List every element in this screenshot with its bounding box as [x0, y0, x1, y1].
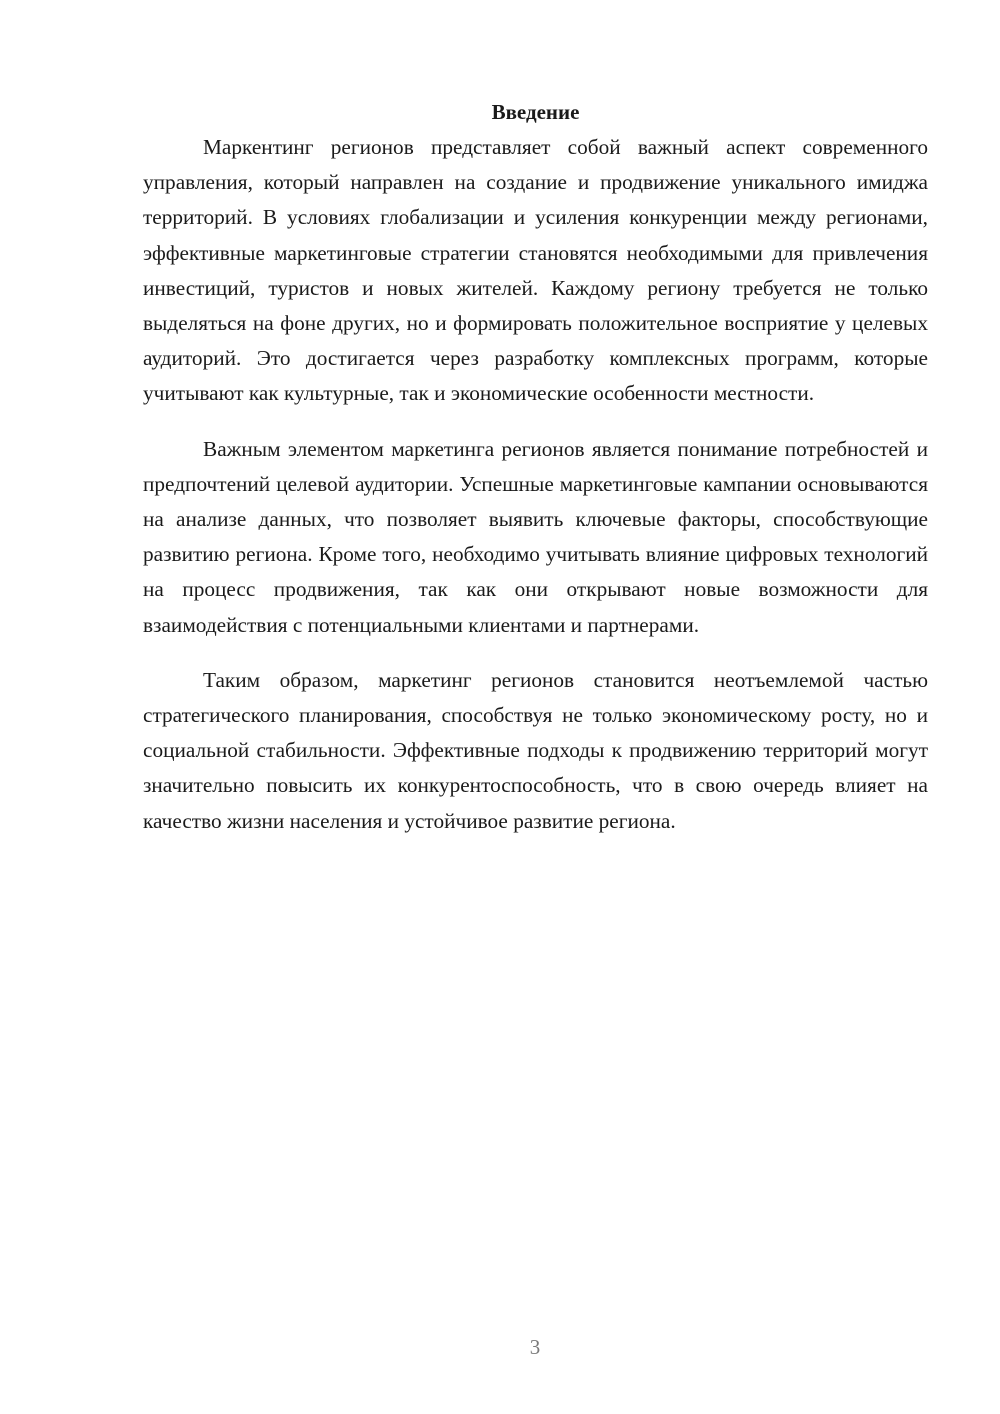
paragraph-1: Маркентинг регионов представляет собой важный аспект современного управления, который направлен на создание и продвижение уникального имиджа территорий. В условиях глобализации и усиления конкуренции между регионами, эффективные маркетинговые стратегии становятся необходимыми для привлечения инвестиций, туристов и новых жителей. Каждому региону требуется не только выделяться на фоне других, но и формировать положительное восприятие у целевых аудиторий. Это достигается через разработку комплексных программ, которые учитывают как культурные, так и экономические особенности местности.: [143, 135, 928, 406]
paragraph-3: Таким образом, маркетинг регионов становится неотъемлемой частью стратегического планирования, способствуя не только экономическому росту, но и социальной стабильности. Эффективные подходы к продвижению территорий могут значительно повысить их конкурентоспособность, что в свою очередь влияет на качество жизни населения и устойчивое развитие региона.: [143, 667, 928, 833]
page-content: [143, 95, 928, 859]
paragraph-2: Важным элементом маркетинга регионов является понимание потребностей и предпочтений целевой аудитории. Успешные маркетинговые кампании основываются на анализе данных, что позволяет выявить ключевые факторы, способствующие развитию региона. Кроме того, необходимо учитывать влияние цифровых технологий на процесс продвижения, так как они открывают новые возможности для взаимодействия с потенциальными клиентами и партнерами.: [143, 436, 928, 637]
page-number: 3: [529, 1335, 541, 1359]
section-title: Введение: [491, 100, 580, 124]
